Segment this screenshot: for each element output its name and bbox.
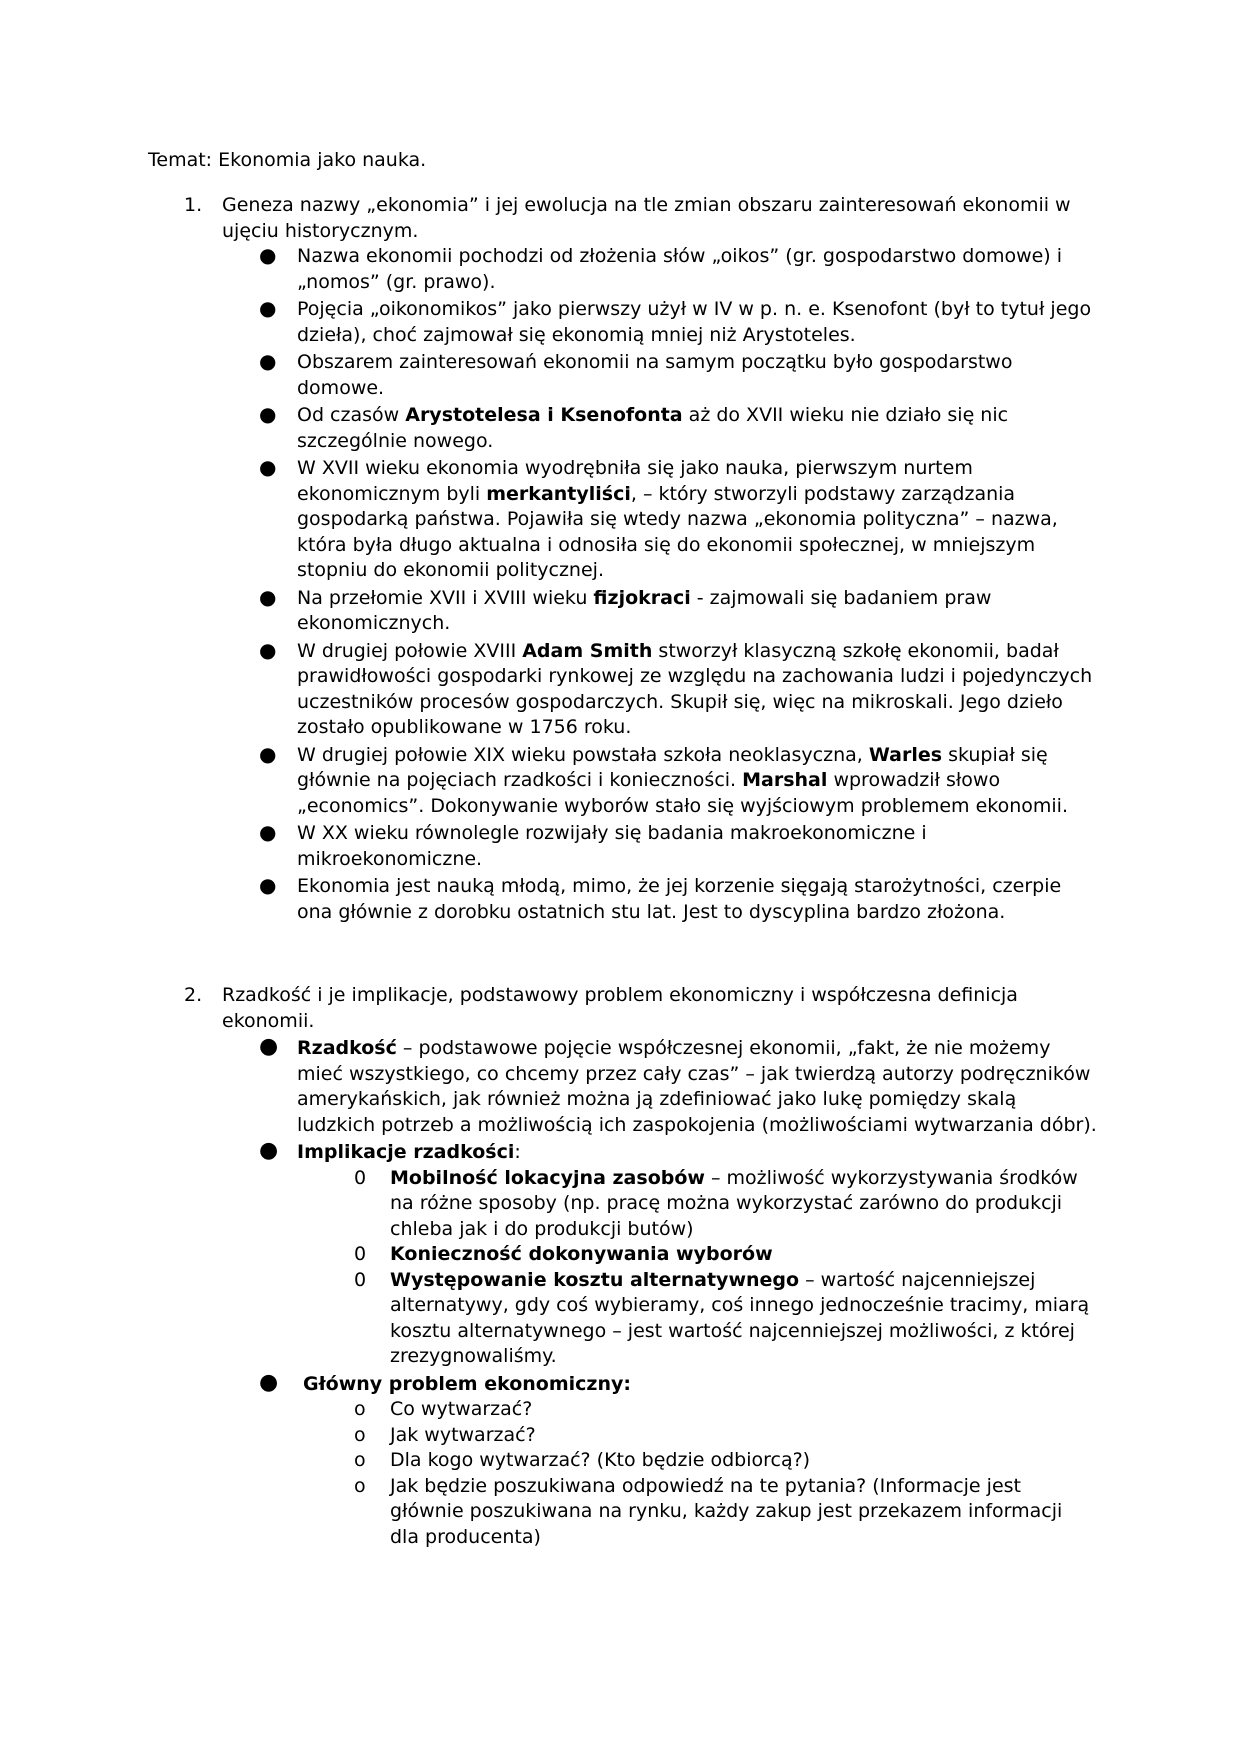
- sub-bullet-marker: 0: [354, 1243, 367, 1265]
- bullet-list: [0, 1369, 1240, 1398]
- sub-bullet-marker: o: [354, 1449, 366, 1471]
- bullet-icon: ●: [259, 349, 277, 373]
- section-1: [0, 193, 1240, 925]
- sub-list-item: 0 Występowanie kosztu alternatywnego – wartość najcenniejszej alternatywy, gdy coś wybieramy, coś innego jednocześnie tracimy, miarą kosztu alternatywnego – jest wartość najcenniejszej możliwości, z której zrezygnowaliśmy.: [354, 1268, 1090, 1367]
- list-item: ● W XVII wieku ekonomia wyodrębniła się jako nauka, pierwszym nurtem ekonomicznym byli merkantyliści, – który stworzyli podstawy zarządzania gospodarką państwa. Pojawiła się wtedy nazwa „ekonomia polityczna” – nazwa, która była długo aktualna i odnosiła się do ekonomii społecznej, w mniejszym stopniu do ekonomii politycznej.: [259, 455, 1058, 581]
- section-heading-text: Rzadkość i je implikacje, podstawowy problem ekonomiczny i współczesna definicja ekonomii.: [222, 984, 1018, 1032]
- section-number: 1.: [184, 194, 203, 216]
- bullet-icon: ●: [259, 1138, 279, 1163]
- bullet-icon: ●: [259, 402, 277, 426]
- list-item: ● Główny problem ekonomiczny:: [259, 1369, 632, 1395]
- sub-list-item: o Dla kogo wytwarzać? (Kto będzie odbiorcą?): [390, 1448, 1090, 1474]
- bullet-list: [0, 244, 1240, 925]
- sub-list-item: 0 Mobilność lokacyjna zasobów – możliwość wykorzystywania środków na różne sposoby (np. pracę można wykorzystać zarówno do produkcji chleba jak i do produkcji butów): [354, 1166, 1078, 1240]
- list-item: ● Ekonomia jest nauką młodą, mimo, że jej korzenie sięgają starożytności, czerpie ona głównie z dorobku ostatnich stu lat. Jest to dyscyplina bardzo złożona.: [259, 873, 1062, 923]
- list-item: ● Pojęcia „oikonomikos” jako pierwszy użył w IV w p. n. e. Ksenofont (był to tytuł jego dzieła), choć zajmował się ekonomią mniej niż Arystoteles.: [259, 296, 1092, 346]
- bullet-icon: ●: [259, 1369, 279, 1395]
- document-title: Temat: Ekonomia jako nauka.: [148, 149, 427, 171]
- bullet-icon: ●: [259, 637, 277, 662]
- sub-bullet-marker: o: [354, 1423, 366, 1446]
- sub-bullet-marker: o: [354, 1474, 366, 1497]
- list-item: ● Od czasów Arystotelesa i Ksenofonta aż do XVII wieku nie działo się nic szczególnie nowego.: [259, 402, 1009, 452]
- list-item: ● W XX wieku równolegle rozwijały się badania makroekonomiczne i mikroekonomiczne.: [259, 820, 927, 870]
- bullet-icon: ●: [259, 741, 277, 766]
- bullet-icon: ●: [259, 820, 277, 844]
- list-item: ● W drugiej połowie XVIII Adam Smith stworzył klasyczną szkołę ekonomii, badał prawidłowości gospodarki rynkowej ze względu na zachowania ludzi i pojedynczych uczestników procesów gospodarczych. Skupił się, więc na mikroskali. Jego dzieło zostało opublikowane w 1756 roku.: [259, 637, 1093, 738]
- section-heading-text: Geneza nazwy „ekonomia” i jej ewolucja na tle zmian obszaru zainteresowań ekonomii w ujęciu historycznym.: [222, 194, 1071, 242]
- sub-list-item: 0 Konieczność dokonywania wyborów: [390, 1242, 1090, 1268]
- sub-bullet-marker: 0: [354, 1166, 367, 1189]
- bullet-icon: ●: [259, 455, 277, 479]
- bullet-icon: ●: [259, 243, 277, 267]
- sub-bullet-marker: 0: [354, 1268, 367, 1291]
- list-item: ● Obszarem zainteresowań ekonomii na samym początku było gospodarstwo domowe.: [259, 349, 1013, 399]
- section-number: 2.: [184, 984, 203, 1006]
- section-heading: [0, 983, 1240, 1034]
- list-item: ● Na przełomie XVII i XVIII wieku fizjokraci - zajmowali się badaniem praw ekonomicznych.: [259, 584, 992, 634]
- sub-list-item: o Jak wytwarzać?: [390, 1423, 1090, 1449]
- bullet-icon: ●: [259, 296, 277, 320]
- bullet-icon: ●: [259, 1034, 279, 1059]
- list-item: ● W drugiej połowie XIX wieku powstała szkoła neoklasyczna, Warles skupiał się głównie na pojęciach rzadkości i konieczności. Marshal wprowadził słowo „economics”. Dokonywanie wyborów stało się wyjściowym problemem ekonomii.: [259, 741, 1068, 817]
- sub-list-item: o Jak będzie poszukiwana odpowiedź na te pytania? (Informacje jest głównie poszukiwana na rynku, każdy zakup jest przekazem informacji dla producenta): [354, 1474, 1063, 1548]
- bullet-list: [0, 1036, 1240, 1166]
- list-item: ● Rzadkość – podstawowe pojęcie współczesnej ekonomii, „fakt, że nie możemy mieć wszystkiego, co chcemy przez cały czas” – jak twierdzą autorzy podręczników amerykańskich, jak również można ją zdefiniować jako lukę pomiędzy skalą ludzkich potrzeb a możliwością ich zaspokojenia (możliwościami wytwarzania dóbr).: [259, 1034, 1097, 1136]
- bullet-icon: ●: [259, 584, 277, 609]
- sub-list: [0, 1166, 1240, 1370]
- section-heading: [0, 193, 1240, 244]
- sub-list: [0, 1397, 1240, 1550]
- bullet-icon: ●: [259, 873, 277, 897]
- list-item: ● Implikacje rzadkości:: [259, 1138, 521, 1163]
- list-item: ● Nazwa ekonomii pochodzi od złożenia słów „oikos” (gr. gospodarstwo domowe) i „nomos” (gr. prawo).: [259, 243, 1063, 293]
- sub-bullet-marker: o: [354, 1398, 366, 1420]
- sub-list-item: o Co wytwarzać?: [390, 1397, 1090, 1423]
- section-2: [0, 983, 1240, 1550]
